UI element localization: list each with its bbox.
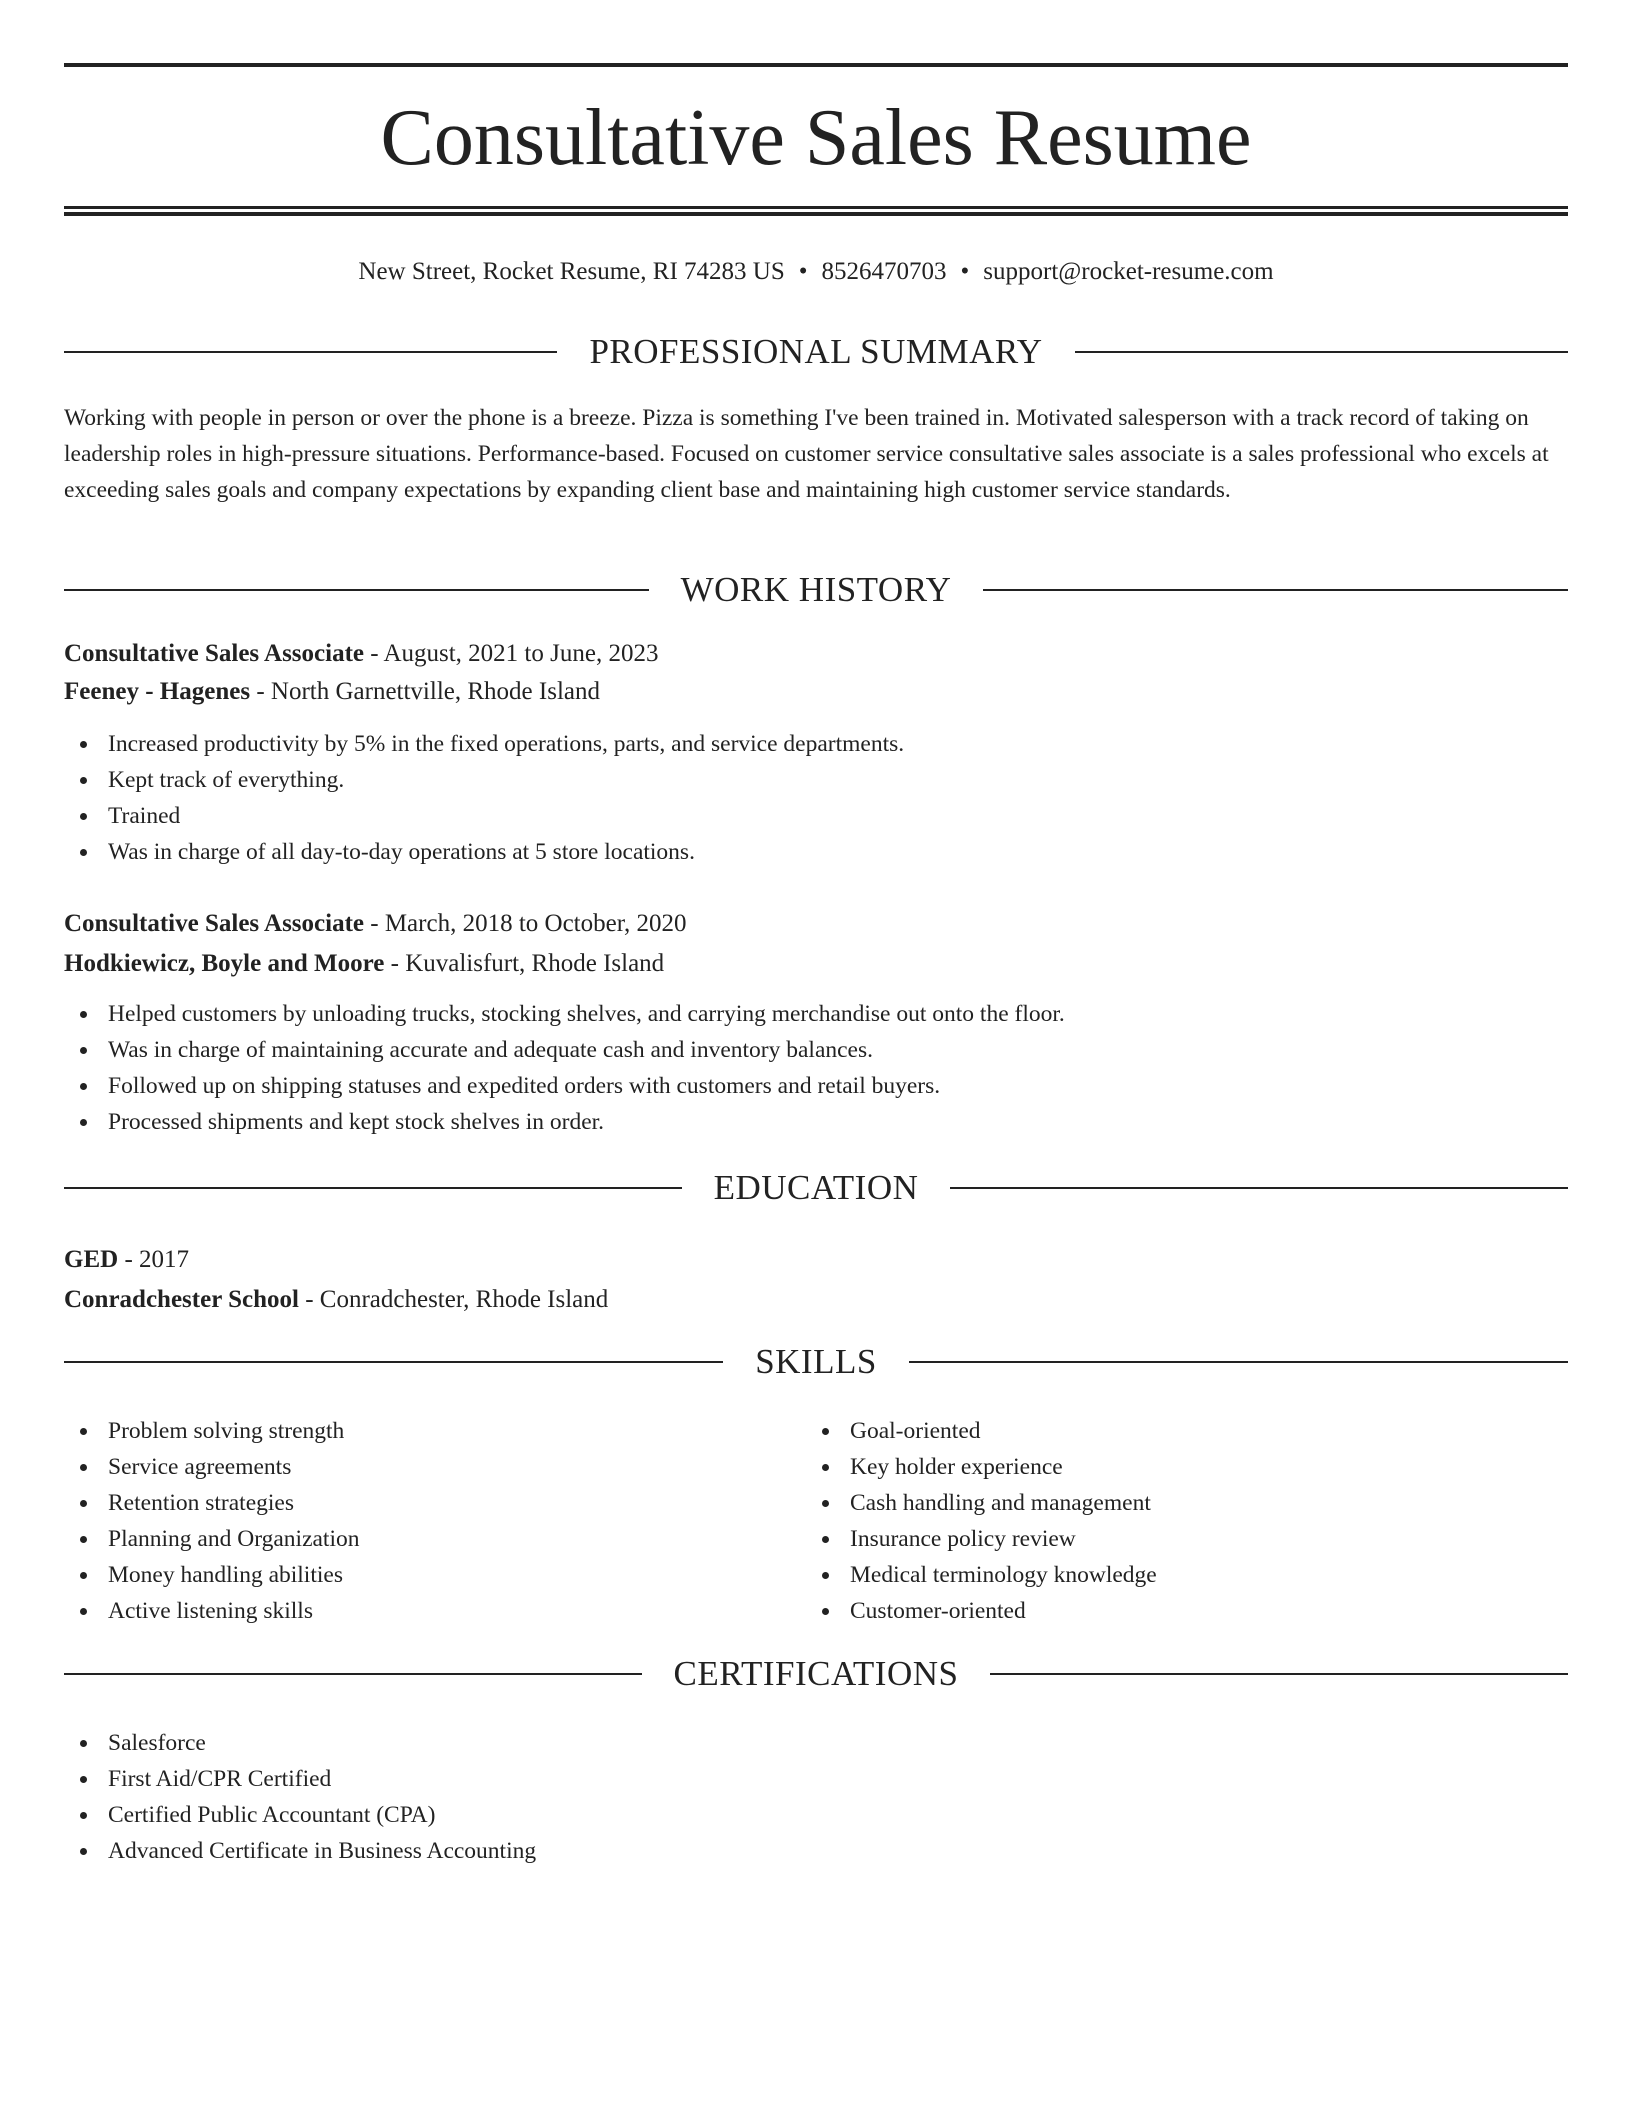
heading-rule	[64, 1361, 723, 1363]
heading-rule	[990, 1673, 1568, 1675]
list-item: Medical terminology knowledge	[806, 1557, 1157, 1593]
contact-separator: •	[798, 258, 808, 285]
list-item: Goal-oriented	[806, 1413, 1157, 1449]
heading-rule	[64, 589, 649, 591]
list-item: Helped customers by unloading trucks, stocking shelves, and carrying merchandise out onto the floor.	[64, 996, 1065, 1032]
section-title: PROFESSIONAL SUMMARY	[589, 332, 1043, 371]
job-1-bullets	[64, 726, 904, 870]
list-item: Insurance policy review	[806, 1521, 1157, 1557]
list-item: Followed up on shipping statuses and expedited orders with customers and retail buyers.	[64, 1068, 1065, 1104]
list-item: Was in charge of maintaining accurate and adequate cash and inventory balances.	[64, 1032, 1065, 1068]
header-top-rule	[64, 63, 1568, 67]
job-dates: March, 2018 to October, 2020	[384, 910, 687, 937]
job-title: Consultative Sales Associate	[64, 910, 364, 937]
job-dates: August, 2021 to June, 2023	[383, 640, 659, 667]
resume-title: Consultative Sales Resume	[380, 94, 1252, 182]
job-1-title-line: Consultative Sales Associate - August, 2021 to June, 2023	[64, 640, 659, 667]
education-location: Conradchester, Rhode Island	[319, 1286, 609, 1313]
list-item: Was in charge of all day-to-day operations at 5 store locations.	[64, 834, 904, 870]
list-item: Key holder experience	[806, 1449, 1157, 1485]
education-degree-line: GED - 2017	[64, 1246, 190, 1273]
job-company: Hodkiewicz, Boyle and Moore	[64, 950, 385, 977]
list-item: Service agreements	[64, 1449, 360, 1485]
list-item: Advanced Certificate in Business Accounting	[64, 1833, 536, 1869]
list-item: Salesforce	[64, 1725, 536, 1761]
skills-list-right	[806, 1413, 1157, 1629]
heading-rule	[64, 1673, 642, 1675]
list-item: Money handling abilities	[64, 1557, 360, 1593]
list-item: Retention strategies	[64, 1485, 360, 1521]
job-location: Kuvalisfurt, Rhode Island	[405, 950, 665, 977]
heading-rule	[64, 1187, 682, 1189]
job-1-company-line: Feeney - Hagenes - North Garnettville, Rhode Island	[64, 678, 600, 705]
education-school: Conradchester School	[64, 1286, 299, 1313]
heading-rule	[983, 589, 1568, 591]
list-item: First Aid/CPR Certified	[64, 1761, 536, 1797]
list-item: Planning and Organization	[64, 1521, 360, 1557]
list-item: Active listening skills	[64, 1593, 360, 1629]
education-school-line: Conradchester School - Conradchester, Rhode Island	[64, 1286, 609, 1313]
contact-separator: •	[960, 258, 970, 285]
list-item: Trained	[64, 798, 904, 834]
heading-rule	[909, 1361, 1568, 1363]
job-2-title-line: Consultative Sales Associate - March, 2018 to October, 2020	[64, 910, 687, 937]
education-degree: GED	[64, 1246, 119, 1273]
list-item: Processed shipments and kept stock shelves in order.	[64, 1104, 1065, 1140]
heading-rule	[1075, 351, 1568, 353]
job-location: North Garnettville, Rhode Island	[270, 678, 600, 705]
skills-list-left	[64, 1413, 360, 1629]
section-heading-summary	[64, 330, 1568, 374]
list-item: Problem solving strength	[64, 1413, 360, 1449]
section-heading-education	[64, 1166, 1568, 1210]
heading-rule	[64, 351, 557, 353]
heading-rule	[950, 1187, 1568, 1189]
contact-address: New Street, Rocket Resume, RI 74283 US	[358, 258, 785, 285]
list-item: Kept track of everything.	[64, 762, 904, 798]
section-title: CERTIFICATIONS	[673, 1654, 959, 1693]
job-2-bullets	[64, 996, 1065, 1140]
list-item: Customer-oriented	[806, 1593, 1157, 1629]
job-2-company-line: Hodkiewicz, Boyle and Moore - Kuvalisfurt, Rhode Island	[64, 950, 665, 977]
job-title: Consultative Sales Associate	[64, 640, 364, 667]
header-double-rule	[64, 206, 1568, 216]
list-item: Cash handling and management	[806, 1485, 1157, 1521]
certifications-list	[64, 1725, 536, 1869]
education-year: 2017	[139, 1246, 190, 1273]
section-heading-work-history	[64, 568, 1568, 612]
summary-text: Working with people in person or over the phone is a breeze. Pizza is something I've been trained in. Motivated salesperson with a track record of taking on leadership roles in high-pressure situations. Performance-based. Focused on customer service consultative sales associate is a sales professional who excels at exceeding sales goals and company expectations by expanding client base and maintaining high customer service standards.	[64, 405, 1549, 503]
section-title: SKILLS	[755, 1342, 877, 1381]
contact-line	[64, 254, 1568, 290]
list-item: Increased productivity by 5% in the fixed operations, parts, and service departments.	[64, 726, 904, 762]
job-company: Feeney - Hagenes	[64, 678, 251, 705]
contact-email: support@rocket-resume.com	[983, 258, 1274, 285]
section-heading-certifications	[64, 1652, 1568, 1696]
section-title: EDUCATION	[713, 1168, 919, 1207]
section-heading-skills	[64, 1340, 1568, 1384]
contact-phone: 8526470703	[821, 258, 947, 285]
section-title: WORK HISTORY	[680, 570, 952, 609]
list-item: Certified Public Accountant (CPA)	[64, 1797, 536, 1833]
